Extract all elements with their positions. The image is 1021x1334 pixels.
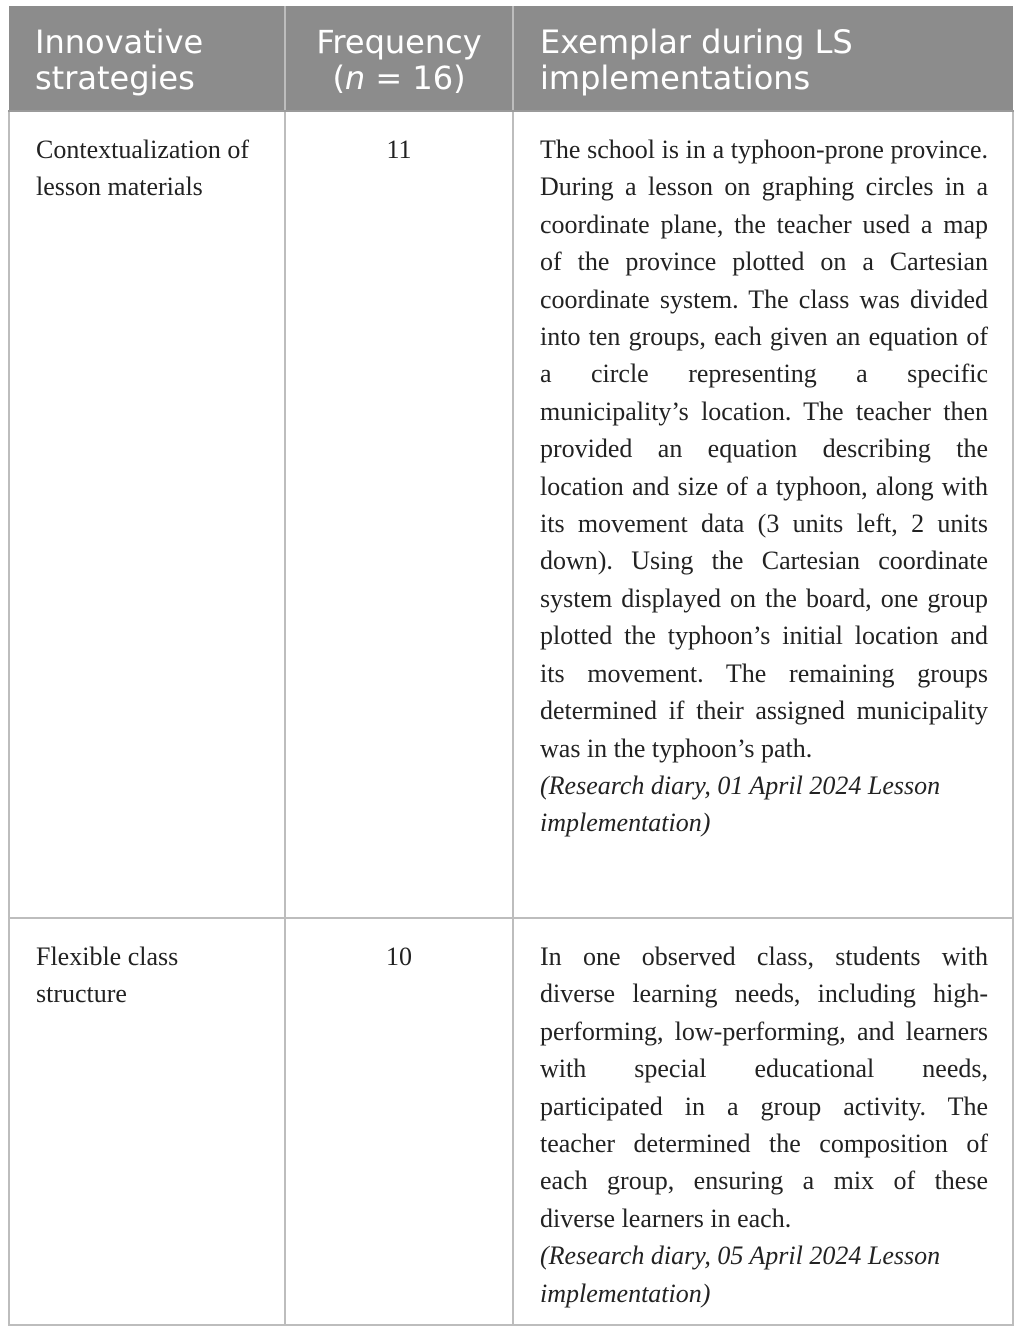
header-exemplar: Exemplar during LS implementations: [513, 6, 1013, 111]
strategy-cell: Flexible class structure: [9, 918, 285, 1325]
table-row: [9, 918, 1013, 1325]
exemplar-citation: (Research diary, 05 April 2024 Lesson implementation): [540, 1241, 941, 1308]
exemplar-citation: (Research diary, 01 April 2024 Lesson implementation): [540, 770, 941, 838]
exemplar-text: In one observed class, students with diverse learning needs, including high-performing, low-performing, and learners with special educational needs, participated in a group activity. The teacher determined the composition of each group, ensuring a mix of these diverse learners in each.: [540, 942, 988, 1233]
strategies-table: [8, 6, 1014, 1326]
exemplar-cell: [513, 918, 1013, 1325]
header-frequency: Frequency (n = 16): [285, 6, 513, 111]
header-strategies: Innovative strategies: [9, 6, 285, 111]
header-row: [9, 6, 1013, 111]
strategy-cell: Contextualization of lesson materials: [9, 111, 285, 918]
frequency-cell: 11: [285, 111, 513, 918]
exemplar-cell: [513, 111, 1013, 918]
table-row: [9, 111, 1013, 918]
exemplar-text: The school is in a typhoon-prone province. During a lesson on graphing circles in a coordinate plane, the teacher used a map of the province plotted on a Cartesian coordinate system. The class was divided into ten groups, each given an equation of a circle representing a specific municipality’s location. The teacher then provided an equation describing the location and size of a typhoon, along with its movement data (3 units left, 2 units down). Using the Cartesian coordinate system displayed on the board, one group plotted the typhoon’s initial location and its movement. The remaining groups determined if their assigned municipality was in the typhoon’s path.: [540, 135, 988, 763]
frequency-cell: 10: [285, 918, 513, 1325]
